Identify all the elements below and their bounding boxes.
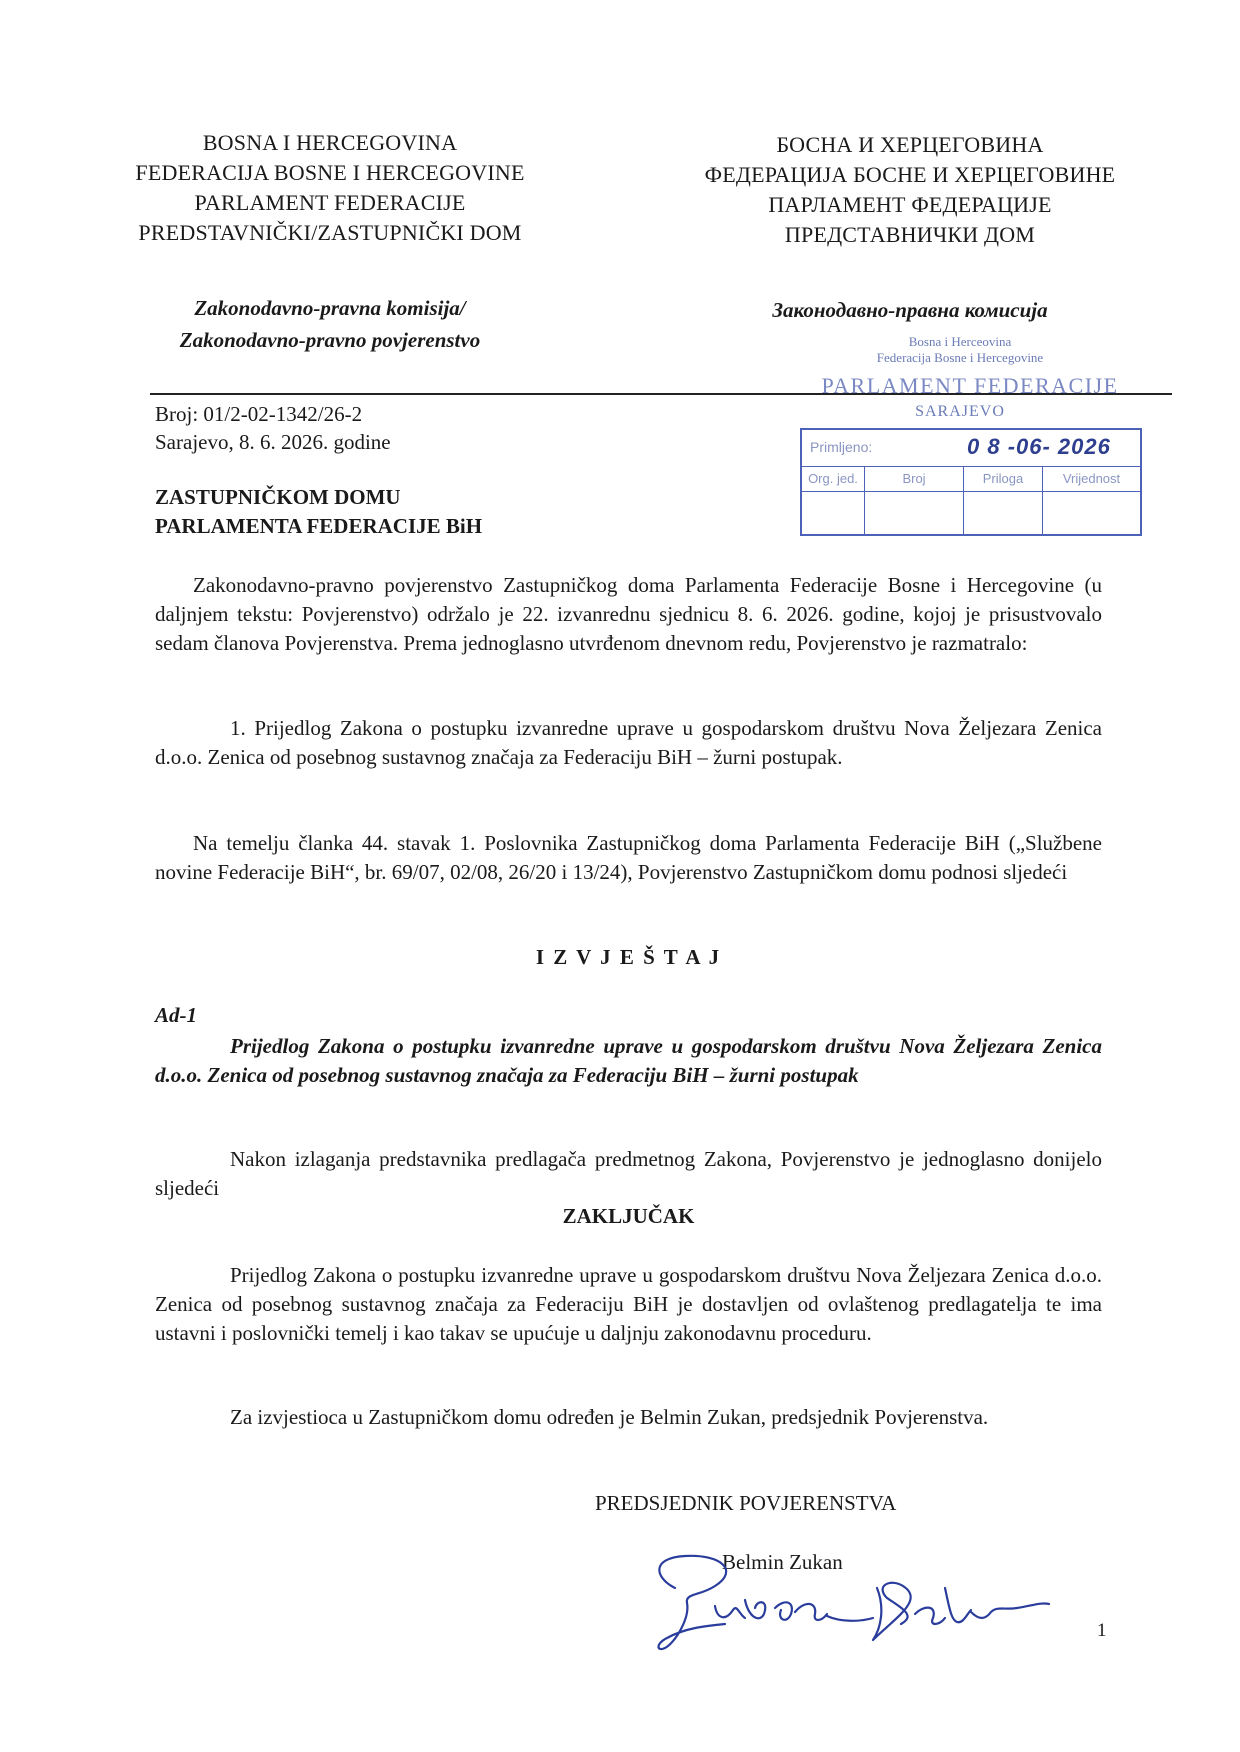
stamp-received-date: 0 8 -06- 2026 xyxy=(967,434,1111,459)
presentation-text: Nakon izlaganja predstavnika predlagača predmetnog Zakona, Povjerenstvo je jednoglasno donijelo sljedeći xyxy=(155,1147,1102,1200)
header-left-line: FEDERACIJA BOSNE I HERCEGOVINE xyxy=(135,160,525,185)
stamp-col-org: Org. jed. xyxy=(802,467,865,491)
stamp-cell xyxy=(865,492,964,534)
signature-name: Belmin Zukan xyxy=(722,1550,843,1574)
stamp-header xyxy=(820,334,1100,366)
document-date: Sarajevo, 8. 6. 2026. godine xyxy=(155,430,391,454)
basis-text: Na temelju članka 44. stavak 1. Poslovnika Zastupničkog doma Parlamenta Federacije BiH („Službene novine Federacije BiH“, br. 69/07, 02/08, 26/20 i 13/24), Povjerenstvo Zastupničkom domu podnosi sljedeći xyxy=(155,831,1102,884)
header-left-line: PARLAMENT FEDERACIJE xyxy=(194,190,466,215)
signature-title: PREDSJEDNIK POVJERENSTVA xyxy=(595,1491,897,1515)
stamp-city: SARAJEVO xyxy=(915,403,1005,420)
document-number: Broj: 01/2-02-1342/26-2 xyxy=(155,402,363,426)
header-right-line: ПАРЛАМЕНТ ФЕДЕРАЦИЈЕ xyxy=(768,192,1052,217)
report-title: I Z V J E Š T A J xyxy=(535,945,722,969)
header-left-line: PREDSTAVNIČKI/ZASTUPNIČKI DOM xyxy=(138,220,522,245)
ad-title xyxy=(155,1032,1102,1090)
header-right xyxy=(670,130,1150,250)
commission-left-line: Zakonodavno-pravno povjerenstvo xyxy=(179,328,481,352)
reception-stamp xyxy=(800,428,1142,536)
commission-right: Законодавно-правна комисија xyxy=(772,298,1048,322)
stamp-line: Federacija Bosne i Hercegovine xyxy=(876,350,1044,365)
stamp-parliament: PARLAMENT FEDERACIJE xyxy=(821,373,1119,398)
handwritten-signature xyxy=(645,1548,1065,1658)
header-left-line: BOSNA I HERCEGOVINA xyxy=(202,130,458,155)
stamp-col-broj: Broj xyxy=(865,467,964,491)
conclusion-paragraph xyxy=(155,1261,1102,1348)
rapporteur-text: Za izvjestioca u Zastupničkom domu određen je Belmin Zukan, predsjednik Povjerenstva. xyxy=(230,1405,989,1429)
document-meta xyxy=(155,400,391,456)
stamp-col-vrijednost: Vrijednost xyxy=(1062,471,1121,486)
ad-label: Ad-1 xyxy=(155,1003,197,1027)
commission-left-line: Zakonodavno-pravna komisija/ xyxy=(194,296,466,320)
stamp-received-label: Primljeno: xyxy=(810,439,873,455)
rapporteur-paragraph xyxy=(155,1403,1102,1432)
addressee-line: ZASTUPNIČKOM DOMU xyxy=(155,485,401,509)
stamp-col-priloga: Priloga xyxy=(964,467,1043,491)
stamp-cell xyxy=(1043,492,1140,534)
commission-left xyxy=(130,292,530,356)
agenda-item-text: 1. Prijedlog Zakona o postupku izvanredne uprave u gospodarskom društvu Nova Željezara Zenica d.o.o. Zenica od posebnog sustavnog značaja za Federaciju BiH – žurni postupak. xyxy=(155,716,1102,769)
intro-text: Zakonodavno-pravno povjerenstvo Zastupničkog doma Parlamenta Federacije Bosne i Hercegovine (u daljnjem tekstu: Povjerenstvo) održalo je 22. izvanrednu sjednicu 8. 6. 2026. godine, kojoj je prisustvovalo sedam članova Povjerenstva. Prema jednoglasno utvrđenom dnevnom redu, Povjerenstvo je razmatralo: xyxy=(155,573,1102,655)
presentation-paragraph xyxy=(155,1145,1102,1203)
page-number: 1 xyxy=(1097,1620,1107,1641)
stamp-cell xyxy=(802,492,865,534)
header-right-line: ФЕДЕРАЦИЈА БОСНЕ И ХЕРЦЕГОВИНЕ xyxy=(704,162,1116,187)
conclusion-title: ZAKLJUČAK xyxy=(562,1204,695,1228)
header-left xyxy=(100,128,560,248)
intro-paragraph xyxy=(155,571,1102,658)
stamp-line: Bosna i Herceovina xyxy=(908,334,1012,349)
header-right-line: ПРЕДСТАВНИЧКИ ДОМ xyxy=(784,222,1036,247)
basis-paragraph xyxy=(155,829,1102,887)
addressee xyxy=(155,483,482,541)
addressee-line: PARLAMENTA FEDERACIJE BiH xyxy=(155,514,483,538)
agenda-item xyxy=(155,714,1102,772)
header-right-line: БОСНА И ХЕРЦЕГОВИНА xyxy=(776,132,1044,157)
stamp-cell xyxy=(964,492,1043,534)
conclusion-text: Prijedlog Zakona o postupku izvanredne uprave u gospodarskom društvu Nova Željezara Zenica d.o.o. Zenica od posebnog sustavnog značaja za Federaciju BiH je dostavljen od ovlaštenog predlagatelja te ima ustavni i poslovnički temelj i kao takav se upućuje u daljnju zakonodavnu proceduru. xyxy=(155,1263,1102,1345)
ad-title-text: Prijedlog Zakona o postupku izvanredne uprave u gospodarskom društvu Nova Željezara Zenica d.o.o. Zenica od posebnog sustavnog značaja za Federaciju BiH – žurni postupak xyxy=(155,1034,1102,1087)
